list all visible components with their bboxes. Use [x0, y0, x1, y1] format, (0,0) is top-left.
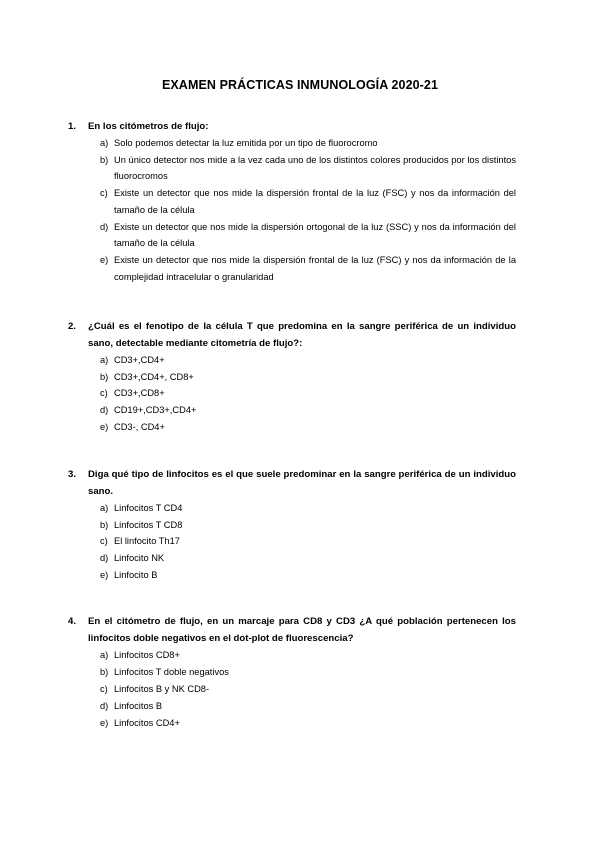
- option-letter: b): [100, 667, 109, 678]
- option-text: CD19+,CD3+,CD4+: [114, 405, 197, 416]
- option-text: Linfocito B: [114, 569, 158, 580]
- option-letter: a): [100, 503, 109, 513]
- option-a: [88, 647, 516, 664]
- option-text: Linfocitos T doble negativos: [114, 667, 229, 678]
- option-text: Linfocitos T CD4: [114, 503, 183, 513]
- option-letter: c): [100, 188, 108, 199]
- option-text: Existe un detector que nos mide la dispersión frontal de la luz (FSC) y nos da información de la complejidad intracelular o granularidad: [114, 254, 516, 282]
- options-list: [88, 647, 516, 731]
- option-b: [88, 517, 516, 534]
- question-number: 4.: [68, 616, 77, 627]
- option-d: [88, 402, 516, 419]
- options-list: [88, 500, 516, 584]
- option-d: [88, 550, 516, 567]
- question-4: [68, 613, 516, 731]
- option-c: [88, 533, 516, 550]
- option-e: [88, 252, 516, 285]
- option-text: Linfocitos B: [114, 700, 163, 711]
- option-letter: c): [100, 388, 108, 399]
- option-text: Un único detector nos mide a la vez cada uno de los distintos colores producidos por los distintos fluorocromos: [114, 154, 516, 182]
- option-letter: c): [100, 683, 108, 694]
- option-text: Linfocito NK: [114, 553, 165, 564]
- options-list: [88, 135, 516, 285]
- question-number: 1.: [68, 121, 77, 132]
- option-letter: a): [100, 650, 109, 661]
- option-letter: d): [100, 221, 109, 232]
- option-letter: d): [100, 553, 109, 564]
- question-text: ¿Cuál es el fenotipo de la célula T que predomina en la sangre periférica de un individuo sano, detectable mediante citometría de flujo?:: [88, 321, 516, 349]
- option-letter: b): [100, 154, 109, 165]
- option-text: Existe un detector que nos mide la dispersión frontal de la luz (FSC) y nos da información del tamaño de la célula: [114, 188, 516, 215]
- option-letter: d): [100, 405, 109, 416]
- option-c: [88, 681, 516, 698]
- option-letter: a): [100, 138, 109, 148]
- option-e: [88, 715, 516, 732]
- option-text: Existe un detector que nos mide la dispersión ortogonal de la luz (SSC) y nos da información del tamaño de la célula: [114, 221, 516, 249]
- option-letter: b): [100, 519, 109, 530]
- option-letter: e): [100, 421, 109, 432]
- option-e: [88, 419, 516, 436]
- option-text: CD3+,CD8+: [114, 388, 165, 399]
- option-a: [88, 135, 516, 152]
- options-list: [88, 352, 516, 436]
- option-b: [88, 152, 516, 185]
- option-letter: c): [100, 536, 108, 547]
- question-text: En el citómetro de flujo, en un marcaje para CD8 y CD3 ¿A qué población pertenecen los linfocitos doble negativos en el dot-plot de fluorescencia?: [88, 616, 516, 644]
- option-text: Solo podemos detectar la luz emitida por un tipo de fluorocromo: [114, 138, 378, 148]
- question-number: 2.: [68, 321, 77, 332]
- option-text: CD3+,CD4+: [114, 355, 165, 365]
- option-letter: e): [100, 717, 109, 728]
- option-letter: d): [100, 700, 109, 711]
- option-letter: b): [100, 371, 109, 382]
- question-text: En los citómetros de flujo:: [88, 121, 209, 132]
- option-b: [88, 664, 516, 681]
- question-text: Diga qué tipo de linfocitos es el que suele predominar en la sangre periférica de un individuo sano.: [88, 469, 516, 497]
- option-text: CD3-, CD4+: [114, 421, 165, 432]
- option-text: Linfocitos CD4+: [114, 717, 180, 728]
- option-d: [88, 219, 516, 252]
- question-3: [68, 466, 516, 584]
- option-text: El linfocito Th17: [114, 536, 180, 547]
- option-a: [88, 500, 516, 517]
- option-text: Linfocitos T CD8: [114, 519, 183, 530]
- option-b: [88, 369, 516, 386]
- exam-title: EXAMEN PRÁCTICAS INMUNOLOGÍA 2020-21: [161, 78, 439, 92]
- option-letter: e): [100, 254, 109, 265]
- option-text: Linfocitos CD8+: [114, 650, 180, 661]
- option-a: [88, 352, 516, 369]
- option-c: [88, 385, 516, 402]
- option-text: Linfocitos B y NK CD8-: [114, 683, 210, 694]
- question-2: [68, 318, 516, 436]
- question-number: 3.: [68, 469, 77, 480]
- option-d: [88, 698, 516, 715]
- option-text: CD3+,CD4+, CD8+: [114, 371, 194, 382]
- question-1: [68, 118, 516, 285]
- option-c: [88, 185, 516, 218]
- option-letter: e): [100, 569, 109, 580]
- option-e: [88, 567, 516, 584]
- option-letter: a): [100, 355, 109, 365]
